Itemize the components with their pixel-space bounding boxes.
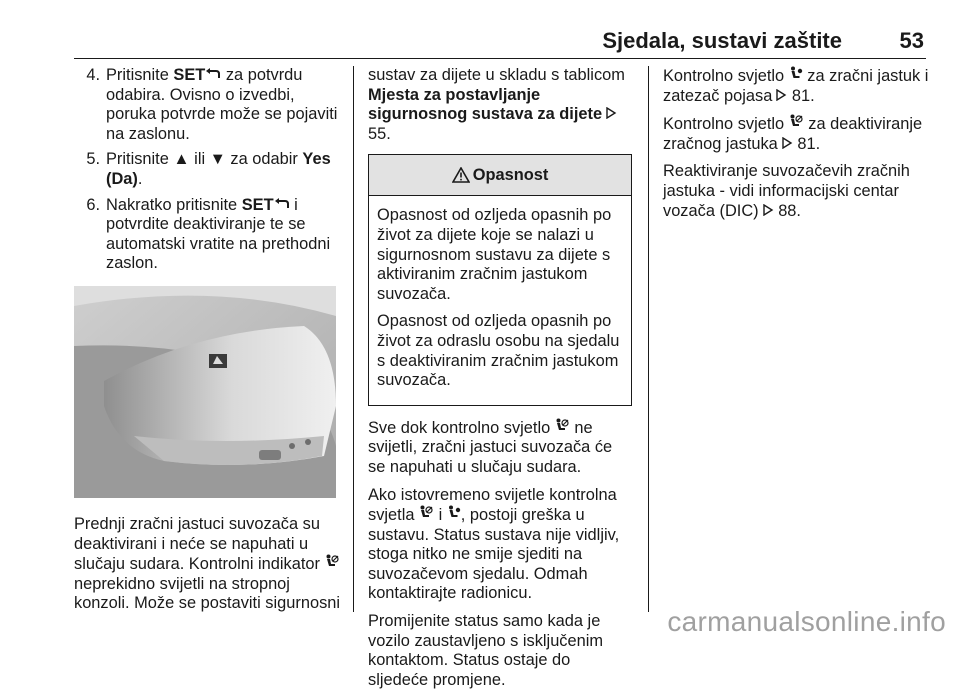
step-4	[74, 66, 344, 144]
back-arrow-icon	[205, 68, 221, 80]
airbag-seatbelt-icon	[789, 66, 803, 81]
text: Ako istovremeno svijetle kontrolna svjetla	[368, 485, 617, 525]
step-6	[74, 196, 344, 274]
roof-console-photo	[74, 286, 336, 498]
airbag-off-icon	[555, 418, 570, 433]
column-divider-2	[648, 66, 649, 612]
text: Kontrolno svjetlo	[663, 115, 789, 134]
paragraph	[663, 162, 929, 221]
page-reference[interactable]: 88.	[773, 201, 801, 220]
text: Reaktiviranje suvozačevih zračnih jastuka - vidi informacijski centar vozača (DIC)	[663, 162, 910, 220]
caption-post: neprekidno svijetli na stropnoj konzoli. Može se postaviti sigurnosni	[74, 574, 341, 613]
step-text	[106, 196, 344, 274]
paragraph: Promijenite status samo kada je vozilo zaustavljeno s isključenim kontaktom. Status ostaje do sljedeće promjene.	[368, 612, 604, 689]
text: , postoji greška u sustavu. Status sustava nije vidljiv, stoga nitko ne smije sjediti na suvozačevom sjedalu. Odmah kontaktirajte radionicu.	[368, 506, 620, 603]
set-key-label: SET	[173, 66, 206, 84]
intro-text	[368, 66, 632, 144]
step-text-post: .	[137, 169, 143, 188]
column-2	[368, 66, 632, 698]
yes-option-label: Yes (Da)	[106, 150, 331, 188]
page-reference: 55.	[368, 124, 391, 143]
step-number: 6.	[86, 195, 100, 214]
page-reference-icon	[762, 204, 774, 216]
warning-body	[369, 196, 631, 404]
text: za deaktiviranje zračnog jastuka	[663, 115, 923, 153]
airbag-off-icon	[789, 114, 804, 129]
paragraph	[663, 66, 929, 106]
page-number: 53	[899, 28, 924, 53]
text: ne svijetli, zračni jastuci suvozača će se napuhati u slučaju sudara.	[368, 418, 613, 476]
step-text-pre: Pritisnite ▲ ili ▼ za odabir	[106, 150, 303, 169]
header-rule	[74, 58, 926, 59]
airbag-off-icon	[325, 554, 340, 569]
step-text	[106, 66, 344, 144]
text: i	[434, 506, 447, 525]
paragraph	[368, 486, 632, 605]
airbag-off-icon	[419, 505, 434, 520]
text: Kontrolno svjetlo	[663, 67, 789, 85]
watermark: carmanualsonline.info	[667, 606, 946, 637]
airbag-seatbelt-icon	[447, 505, 461, 520]
warning-box	[368, 154, 632, 405]
roof-console-illustration	[74, 286, 336, 498]
cross-reference-link[interactable]: Mjesta za postavljanje sigurnosnog sustava za dijete	[368, 85, 603, 124]
back-arrow-icon	[274, 198, 290, 210]
column-divider-1	[353, 66, 354, 612]
step-5	[74, 150, 344, 189]
intro-line: sustav za dijete u skladu s tablicom	[368, 66, 625, 84]
page-reference[interactable]: 81.	[787, 86, 815, 105]
text: za zračni jastuk i zatezač pojasa	[663, 67, 929, 105]
step-text-pre: Pritisnite	[106, 66, 174, 84]
warning-title: Opasnost	[472, 165, 549, 184]
set-key-label: SET	[241, 195, 274, 214]
caption-text	[74, 515, 344, 614]
warning-paragraph: Opasnost od ozljeda opasnih po život za dijete koje se nalazi u sigurnosnom sustavu za dijete s aktiviranim zračnim jastukom suvozača.	[377, 206, 612, 303]
page-reference-icon	[775, 89, 787, 101]
warning-header	[369, 155, 631, 196]
column-1	[74, 66, 344, 622]
step-text	[106, 150, 344, 189]
page-reference[interactable]: 81.	[792, 134, 821, 153]
page-reference-icon	[605, 107, 617, 119]
step-number: 5.	[86, 150, 100, 169]
step-text-pre: Nakratko pritisnite	[106, 195, 242, 214]
caption-pre: Prednji zračni jastuci suvozača su deaktivirani i neće se napuhati u slučaju sudara. Kontrolni indikator	[74, 514, 325, 574]
column-3	[663, 66, 929, 229]
step-number: 4.	[86, 66, 100, 84]
warning-triangle-icon	[452, 167, 470, 183]
warning-paragraph: Opasnost od ozljeda opasnih po život za odraslu osobu na sjedalu s deaktiviranim zračnim jastukom suvozača.	[377, 312, 620, 390]
step-text-post: i potvrdite deaktiviranje te se automatski vratite na prethodni zaslon.	[106, 195, 331, 273]
header-title: Sjedala, sustavi zaštite	[602, 28, 842, 53]
paragraph	[663, 114, 929, 154]
text: Sve dok kontrolno svjetlo	[368, 418, 555, 437]
page-reference-icon	[781, 137, 793, 149]
paragraph	[368, 418, 632, 478]
step-text-post: za potvrdu odabira. Ovisno o izvedbi, poruka potvrde može se pojaviti na zaslonu.	[106, 66, 338, 143]
